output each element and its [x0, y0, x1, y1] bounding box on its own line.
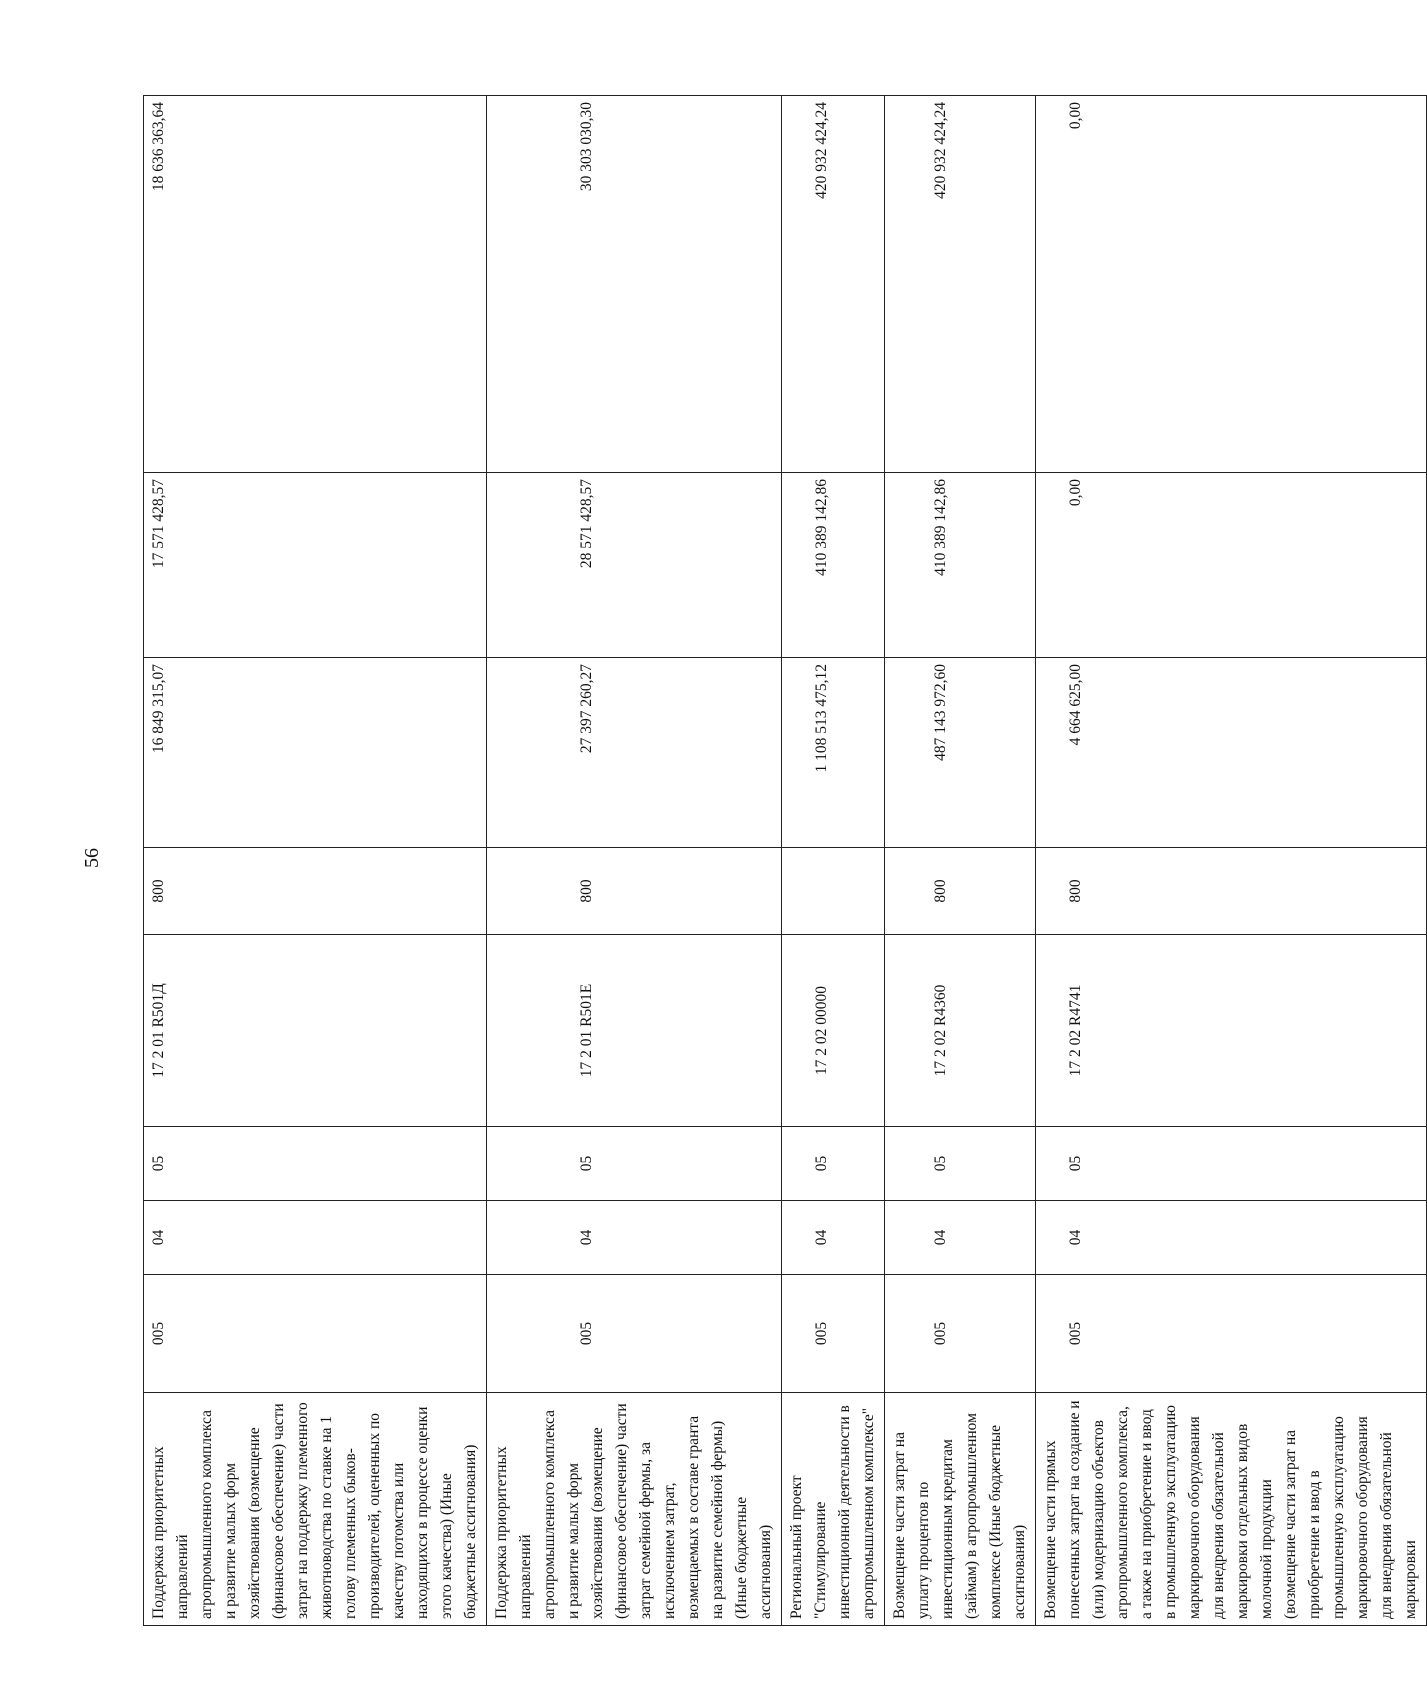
row-description: Возмещение части прямых понесенных затрат на создание и (или) модернизацию объектов агропромышленного комплекса, а также на приобретение и ввод в промышленную эксплуатацию маркировочного оборудования для внедрения обязательной маркировки отдельных видов молочной продукции (возмещение части затрат на приобретение и ввод в промышленную эксплуатацию маркировочного оборудования для внедрения обязательной маркировки	[1036, 1393, 1427, 1626]
amount-year-3: 420 932 424,24	[885, 96, 1036, 473]
section-code: 04	[144, 1201, 487, 1275]
table-row	[782, 96, 885, 1626]
target-article-code: 17 2 01 R501Е	[487, 935, 782, 1127]
table-row	[144, 96, 487, 1626]
amount-year-1: 1 108 513 475,12	[782, 658, 885, 848]
subsection-code: 05	[782, 1127, 885, 1201]
amount-year-1: 4 664 625,00	[1036, 658, 1427, 848]
amount-year-2: 17 571 428,57	[144, 473, 487, 658]
subsection-code: 05	[1036, 1127, 1427, 1201]
amount-year-1: 16 849 315,07	[144, 658, 487, 848]
amount-year-3: 0,00	[1036, 96, 1427, 473]
ministry-code: 005	[1036, 1275, 1427, 1393]
row-description: Поддержка приоритетных направлений агропромышленного комплекса и развитие малых форм хозяйствования (возмещение (финансовое обеспечение) части затрат на поддержку племенного животноводства по ставке на 1 голову племенных быков-производителей, оцененных по качеству потомства или находящихся в процессе оценки этого качества) (Иные бюджетные ассигнования)	[144, 1393, 487, 1626]
ministry-code: 005	[782, 1275, 885, 1393]
target-article-code: 17 2 01 R501Д	[144, 935, 487, 1127]
page-number: 56	[80, 848, 103, 868]
expense-type-code: 800	[1036, 848, 1427, 935]
amount-year-3: 18 636 363,64	[144, 96, 487, 473]
row-description: Возмещение части затрат на уплату процентов по инвестиционным кредитам (займам) в агропромышленном комплексе (Иные бюджетные ассигнования)	[885, 1393, 1036, 1626]
section-code: 04	[487, 1201, 782, 1275]
amount-year-2: 0,00	[1036, 473, 1427, 658]
target-article-code: 17 2 02 R4360	[885, 935, 1036, 1127]
expense-type-code: 800	[885, 848, 1036, 935]
section-code: 04	[1036, 1201, 1427, 1275]
amount-year-3: 420 932 424,24	[782, 96, 885, 473]
subsection-code: 05	[144, 1127, 487, 1201]
row-description: Поддержка приоритетных направлений агропромышленного комплекса и развитие малых форм хозяйствования (возмещение (финансовое обеспечение) части затрат семейной фермы, за исключением затрат, возмещаемых в составе гранта на развитие семейной фермы) (Иные бюджетные ассигнования)	[487, 1393, 782, 1626]
expense-type-code: 800	[487, 848, 782, 935]
ministry-code: 005	[487, 1275, 782, 1393]
ministry-code: 005	[144, 1275, 487, 1393]
amount-year-2: 28 571 428,57	[487, 473, 782, 658]
table-row	[885, 96, 1036, 1626]
subsection-code: 05	[487, 1127, 782, 1201]
expense-type-code: 800	[144, 848, 487, 935]
ministry-code: 005	[885, 1275, 1036, 1393]
budget-table	[143, 95, 1427, 1626]
expense-type-code	[782, 848, 885, 935]
section-code: 04	[885, 1201, 1036, 1275]
amount-year-2: 410 389 142,86	[885, 473, 1036, 658]
row-description: Региональный проект "Стимулирование инвестиционной деятельности в агропромышленном комплексе"	[782, 1393, 885, 1626]
amount-year-1: 487 143 972,60	[885, 658, 1036, 848]
amount-year-2: 410 389 142,86	[782, 473, 885, 658]
subsection-code: 05	[885, 1127, 1036, 1201]
target-article-code: 17 2 02 00000	[782, 935, 885, 1127]
section-code: 04	[782, 1201, 885, 1275]
table-row	[1036, 96, 1427, 1626]
budget-table-container	[143, 96, 1419, 1626]
amount-year-3: 30 303 030,30	[487, 96, 782, 473]
table-row	[487, 96, 782, 1626]
target-article-code: 17 2 02 R4741	[1036, 935, 1427, 1127]
amount-year-1: 27 397 260,27	[487, 658, 782, 848]
